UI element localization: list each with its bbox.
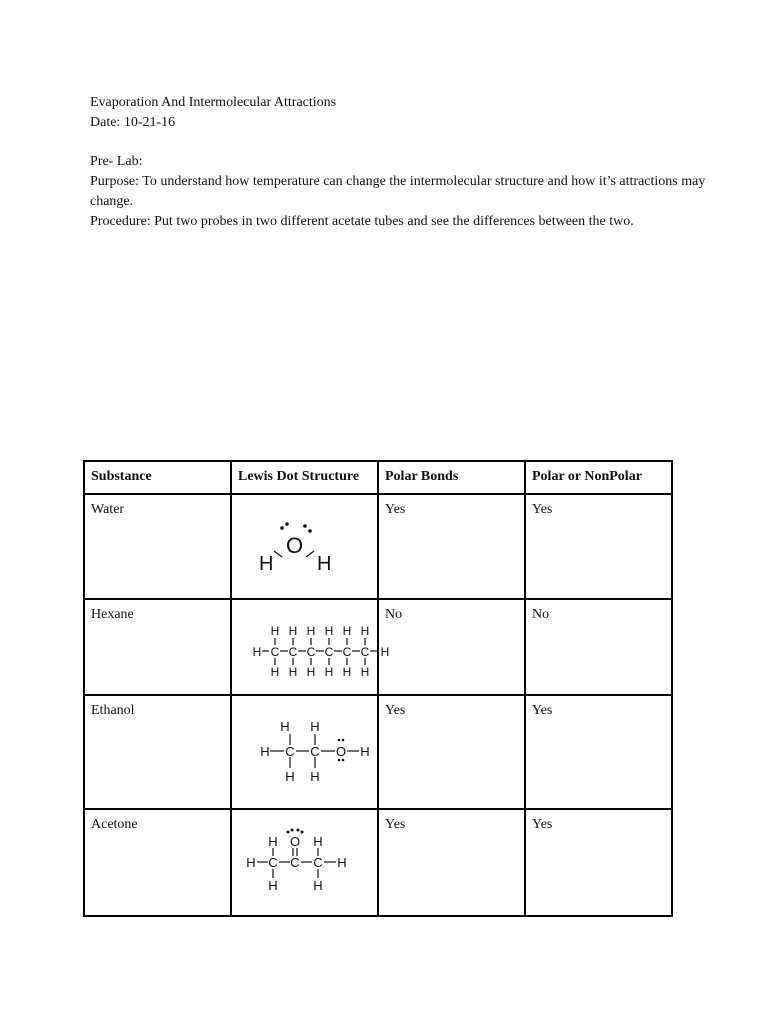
atom-label: H	[260, 744, 270, 759]
lone-pair-dot	[338, 759, 341, 762]
atom-label: H	[313, 834, 323, 849]
polar-bonds-cell: Yes	[378, 494, 525, 599]
substance-cell: Water	[84, 494, 231, 599]
substance-cell: Acetone	[84, 809, 231, 916]
ethanol-lewis-structure	[232, 696, 379, 809]
atom-label: H	[259, 553, 274, 575]
atom-label: H	[288, 624, 298, 638]
atom-label: C	[310, 744, 320, 759]
lone-pair-dot	[342, 739, 345, 742]
document-date: Date: 10-21-16	[90, 115, 176, 130]
document-header	[90, 93, 730, 232]
substance-cell: Hexane	[84, 599, 231, 695]
atom-label: C	[342, 645, 352, 659]
atom-label: C	[270, 645, 280, 659]
atom-label: H	[270, 624, 280, 638]
atom-label: H	[337, 855, 347, 870]
polar-bonds-cell: No	[378, 599, 525, 695]
lone-pair-dot	[303, 524, 307, 528]
atom-label: H	[324, 624, 334, 638]
purpose-text: Purpose: To understand how temperature can change the intermolecular structure and how it’s attractions may change.	[90, 174, 706, 209]
header-polar-or-nonpolar: Polar or NonPolar	[525, 461, 672, 494]
atom-label: H	[268, 834, 278, 849]
atom-label: C	[306, 645, 316, 659]
atom-label: C	[360, 645, 370, 659]
atom-label: O	[286, 533, 304, 558]
atom-label: H	[360, 624, 370, 638]
lone-pair-dot	[342, 759, 345, 762]
atom-label: C	[268, 855, 278, 870]
header-lewis-dot-structure: Lewis Dot Structure	[231, 461, 378, 494]
atom-label: O	[289, 834, 301, 849]
atom-label: H	[268, 878, 278, 893]
atom-label: H	[342, 665, 352, 679]
lone-pair-dot	[297, 829, 300, 832]
spacer	[90, 133, 730, 152]
atom-label: H	[360, 665, 370, 679]
atom-label: C	[290, 855, 300, 870]
atom-label: H	[252, 645, 262, 659]
header-substance: Substance	[84, 461, 231, 494]
polarity-cell: No	[525, 599, 672, 695]
table-header-row	[84, 461, 672, 494]
atom-label: H	[380, 645, 390, 659]
table-row	[84, 494, 672, 599]
atom-label: H	[288, 665, 298, 679]
atom-label: H	[270, 665, 280, 679]
table-row	[84, 599, 672, 695]
polar-bonds-cell: Yes	[378, 809, 525, 916]
procedure-text: Procedure: Put two probes in two different acetate tubes and see the differences between the two.	[90, 214, 634, 229]
lone-pair-dot	[291, 829, 294, 832]
acetone-lewis-structure	[232, 810, 379, 916]
polar-bonds-cell: Yes	[378, 695, 525, 809]
atom-label: H	[246, 855, 256, 870]
atom-label: H	[317, 553, 332, 575]
table-row	[84, 695, 672, 809]
atom-label: H	[342, 624, 352, 638]
water-structure-cell	[231, 494, 378, 599]
atom-label: H	[280, 719, 290, 734]
lone-pair-dot	[301, 831, 304, 834]
header-polar-bonds: Polar Bonds	[378, 461, 525, 494]
atom-label: H	[324, 665, 334, 679]
atom-label: C	[313, 855, 323, 870]
atom-label: C	[288, 645, 298, 659]
polarity-cell: Yes	[525, 809, 672, 916]
atom-label: H	[306, 624, 316, 638]
lone-pair-dot	[285, 522, 289, 526]
lone-pair-dot	[280, 526, 284, 530]
atom-label: H	[285, 769, 295, 784]
substance-table	[83, 460, 673, 917]
polarity-cell: Yes	[525, 494, 672, 599]
table-row	[84, 809, 672, 916]
atom-label: H	[360, 744, 370, 759]
hexane-structure-cell	[231, 599, 390, 695]
atom-label: O	[335, 744, 347, 759]
polarity-cell: Yes	[525, 695, 672, 809]
lone-pair-dot	[308, 529, 312, 533]
atom-label: H	[306, 665, 316, 679]
atom-label: C	[324, 645, 334, 659]
document-title: Evaporation And Intermolecular Attractions	[90, 95, 337, 110]
atom-label: H	[310, 769, 320, 784]
atom-label: C	[285, 744, 295, 759]
substance-cell: Ethanol	[84, 695, 231, 809]
hexane-lewis-structure	[232, 600, 390, 695]
ethanol-structure-cell	[231, 695, 378, 809]
acetone-structure-cell	[231, 809, 378, 916]
prelab-heading: Pre- Lab:	[90, 154, 143, 169]
atom-label: H	[313, 878, 323, 893]
lone-pair-dot	[338, 739, 341, 742]
water-lewis-structure	[232, 495, 379, 599]
atom-label: H	[310, 719, 320, 734]
